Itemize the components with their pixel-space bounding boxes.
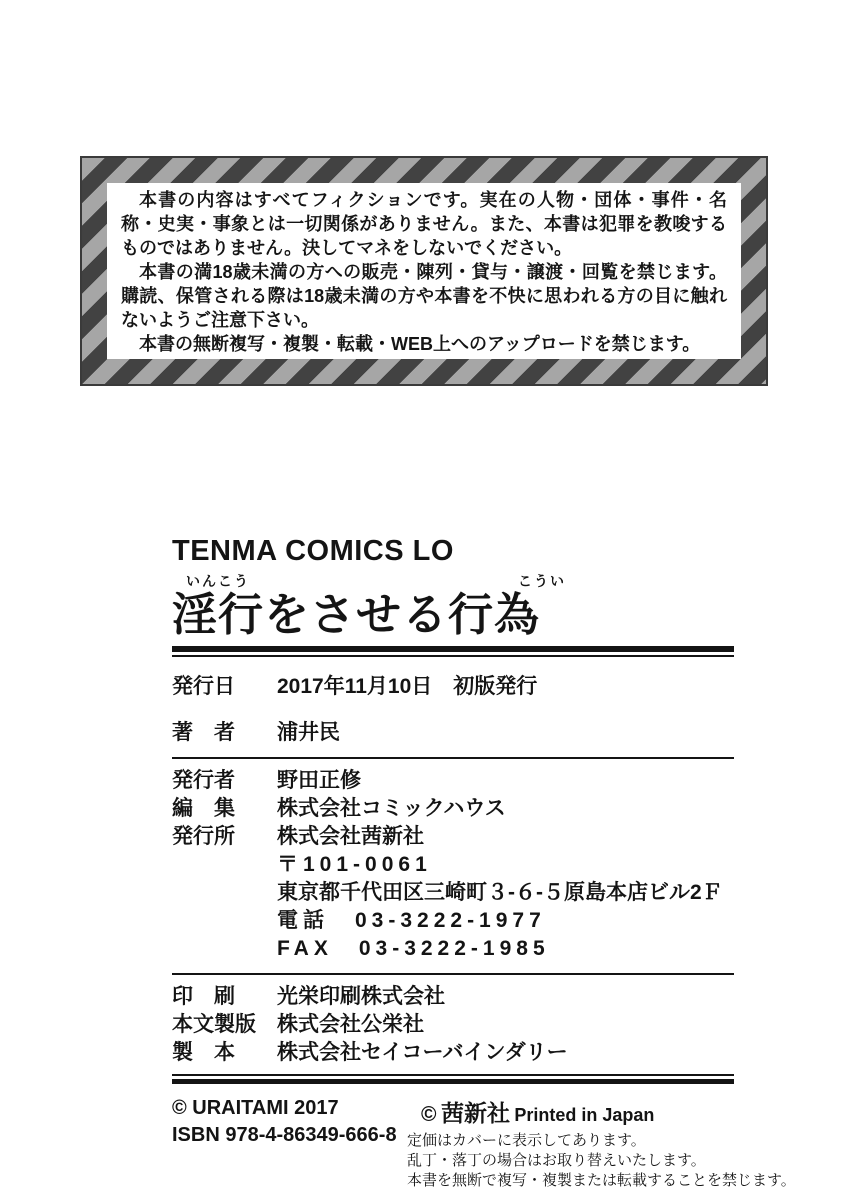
colophon-row-address xyxy=(172,879,734,907)
colophon-row-author xyxy=(172,719,734,747)
row-label xyxy=(172,879,277,907)
title-furigana-right: こうい xyxy=(518,572,566,589)
note-no-reproduction: 本書を無断で複写・複製または転載することを禁じます。 xyxy=(407,1172,796,1190)
colophon-row-issue-date xyxy=(172,673,734,701)
colophon-row-publisher-person xyxy=(172,767,734,795)
warning-box xyxy=(80,156,768,386)
footer-divider xyxy=(172,1074,734,1084)
row-value: 光栄印刷株式会社 xyxy=(277,985,445,1009)
colophon-row-editing xyxy=(172,795,734,823)
row-label xyxy=(172,907,277,935)
warning-paragraph-age-restriction: 本書の満18歳未満の方への販売・陳列・貸与・譲渡・回覧を禁じます。購読、保管される際は18歳未満の方や本書を不快に思われる方の目に触れないようご注意下さい。 xyxy=(121,262,728,330)
row-label xyxy=(172,851,277,879)
row-label: 発行日 xyxy=(172,675,235,699)
footer-notes xyxy=(407,1131,796,1191)
note-price: 定価はカバーに表示してあります。 xyxy=(407,1132,646,1150)
colophon-row-printing xyxy=(172,983,734,1011)
footer-left-column xyxy=(172,1095,407,1149)
row-label: 編 集 xyxy=(172,797,235,821)
row-label: 著 者 xyxy=(172,721,235,745)
footer xyxy=(172,1095,796,1191)
row-label: 発行者 xyxy=(172,769,235,793)
row-label: 製 本 xyxy=(172,1041,235,1065)
book-title: 淫行をさせる行為 xyxy=(172,588,541,640)
publisher-name: 茜新社 xyxy=(440,1100,510,1127)
colophon-row-plate-making xyxy=(172,1011,734,1039)
colophon-row-fax xyxy=(172,935,734,963)
row-value: 野田正修 xyxy=(277,769,361,793)
series-title: TENMA COMICS LO xyxy=(172,535,454,567)
warning-paragraph-fiction: 本書の内容はすべてフィクションです。実在の人物・団体・事件・名称・史実・事象とは一切関係がありません。また、本書は犯罪を教唆するものではありません。決してマネをしないでください。 xyxy=(121,190,727,258)
row-value: 〒101-0061 xyxy=(277,853,432,877)
note-replacement: 乱丁・落丁の場合はお取り替えいたします。 xyxy=(407,1152,706,1170)
title-underline xyxy=(172,646,734,657)
title-furigana-left: いんこう xyxy=(186,572,250,589)
row-label: 発行所 xyxy=(172,825,235,849)
row-label: 本文製版 xyxy=(172,1013,256,1037)
row-value: FAX 03-3222-1985 xyxy=(277,937,550,961)
isbn-text: ISBN 978-4-86349-666-8 xyxy=(172,1124,397,1147)
row-value: 株式会社茜新社 xyxy=(277,825,424,849)
copyright-text: © URAITAMI 2017 xyxy=(172,1097,339,1120)
copyright-symbol: © xyxy=(421,1103,437,1127)
title-furigana-row xyxy=(172,571,734,591)
warning-text-area xyxy=(107,183,741,359)
row-value: 株式会社セイコーバインダリー xyxy=(277,1041,568,1065)
section-divider xyxy=(172,973,734,975)
colophon-row-binding xyxy=(172,1039,734,1067)
row-value: 株式会社公栄社 xyxy=(277,1013,424,1037)
colophon-row-postal-code xyxy=(172,851,734,879)
row-label: 印 刷 xyxy=(172,985,235,1009)
publisher-section xyxy=(172,767,734,963)
row-label xyxy=(172,935,277,963)
printed-in-japan-text: Printed in Japan xyxy=(514,1105,655,1126)
row-value: 電話 03-3222-1977 xyxy=(277,909,546,933)
footer-right-column xyxy=(407,1095,796,1191)
row-value: 浦井民 xyxy=(277,721,340,745)
section-divider xyxy=(172,757,734,759)
publisher-credit xyxy=(407,1095,796,1128)
row-value: 2017年11月10日 初版発行 xyxy=(277,675,538,699)
row-value: 東京都千代田区三崎町３-６-５原島本店ビル2Ｆ xyxy=(277,881,723,905)
production-section xyxy=(172,983,734,1067)
colophon-block xyxy=(172,535,796,1191)
colophon-row-publishing-house xyxy=(172,823,734,851)
issue-section xyxy=(172,673,734,747)
warning-paragraph-no-reproduction: 本書の無断複写・複製・転載・WEB上へのアップロードを禁じます。 xyxy=(139,334,701,354)
colophon-row-telephone xyxy=(172,907,734,935)
row-value: 株式会社コミックハウス xyxy=(277,797,506,821)
